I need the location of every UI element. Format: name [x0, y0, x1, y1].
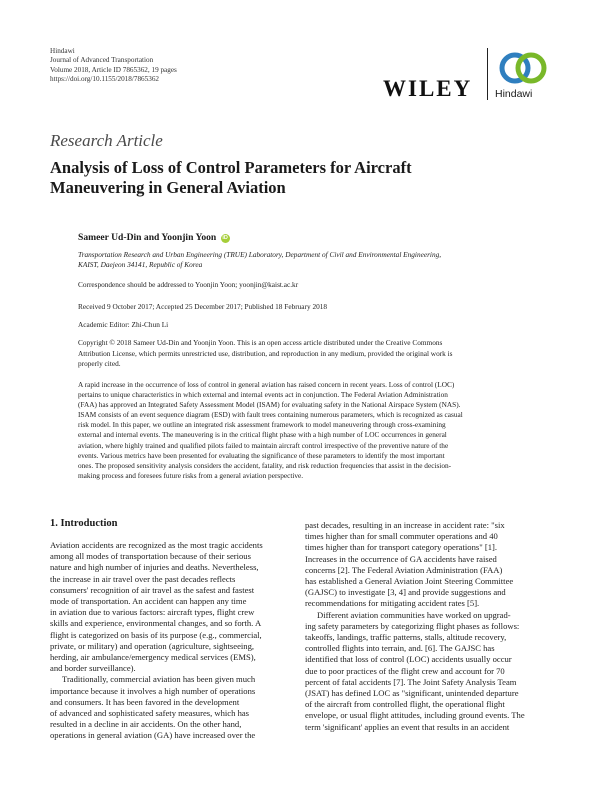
body-text-line: ing safety parameters by categorizing flight phases as follows:	[305, 620, 520, 631]
journal-info	[50, 47, 350, 85]
body-text-line: flight is categorized on basis of its purpose (e.g., commercial,	[50, 629, 262, 640]
affiliation	[78, 250, 558, 269]
right-column	[305, 520, 551, 733]
abstract-line: ones. The proposed sensitivity analysis considers the accident, fatality, and risk reduction frequencies that assist in the decision-	[78, 460, 452, 470]
body-text-line: identified that loss of control (LOC) accidents usually occur	[305, 654, 512, 665]
affiliation-line: KAIST, Daejeon 34141, Republic of Korea	[78, 259, 203, 269]
abstract-line: risk model. In this paper, we outline an integrated risk assessment framework to model maneuvering through cross-examining	[78, 420, 446, 430]
body-text-line: resulted in a decline in air accidents. On the other hand,	[50, 719, 242, 730]
doi-link[interactable]: https://doi.org/10.1155/2018/7865362	[50, 75, 160, 84]
body-text-line: times higher than for transport category operations" [1].	[305, 542, 498, 553]
body-text-line: among all modes of transportation because of their serious	[50, 551, 251, 562]
body-text-line: times higher than for small commuter operations and 40	[305, 531, 498, 542]
body-text-line: concerns [2]. The Federal Aviation Administration (FAA)	[305, 564, 503, 575]
article-title	[50, 158, 550, 198]
publisher-logos	[383, 48, 563, 108]
hindawi-logo-text: Hindawi	[495, 88, 533, 100]
body-text-line: recommendations for mitigating accident rates [5].	[305, 598, 480, 609]
body-text-line: has established a General Aviation Joint Steering Committee	[305, 576, 514, 587]
body-text-line: private, or military) and operation (agriculture, sightseeing,	[50, 640, 255, 651]
body-text-line: operations in general aviation (GA) have increased over the	[50, 730, 256, 741]
body-text-line: nature and high number of injuries and deaths. Nevertheless,	[50, 562, 259, 573]
abstract-line: external and internal events. The maneuvering is in the critical flight phase with a high number of LOC occurrences in general	[78, 430, 447, 440]
body-text-line: in aviation due to various factors: aircraft types, flight crew	[50, 607, 255, 618]
hindawi-logo-icon	[498, 51, 548, 85]
body-text-line: mode of transportation. An accident can happen any time	[50, 596, 247, 607]
abstract-line: events. Various metrics have been presented for evaluating the significance of these parameters to identify the most important	[78, 450, 445, 460]
body-text-line: past decades, resulting in an increase in accident rate: "six	[305, 520, 505, 530]
abstract-line: aviation, where highly trained and qualified pilots failed to maintain aircraft control irrespective of the preventive nature of the	[78, 440, 449, 450]
body-text-line: Aviation accidents are recognized as the most tragic accidents	[50, 540, 263, 550]
body-text-line: controlled flights into terrain, and. [6]. The GAJSC has	[305, 643, 495, 654]
wiley-logo: WILEY	[383, 76, 473, 101]
abstract-line: ISAM consists of an event sequence diagram (ESD) with fault trees containing numerous parameters, which is recognized as casual	[78, 410, 463, 420]
body-text-line: skills and experience, environmental changes, and so forth. A	[50, 618, 262, 629]
affiliation-line: Transportation Research and Urban Engineering (TRUE) Laboratory, Department of Civil and Environmental Engineering,	[78, 250, 442, 259]
publisher-name: Hindawi	[50, 47, 75, 55]
body-text-line: of advanced and sophisticated safety measures, which has	[50, 708, 250, 719]
body-text-line: Increases in the occurrence of GA accidents have raised	[305, 553, 497, 564]
copyright-line: Attribution License, which permits unrestricted use, distribution, and reproduction in any medium, provided the original work is	[78, 348, 453, 358]
body-text-line: Different aviation communities have worked on upgrad-	[317, 609, 511, 620]
author-names: Sameer Ud-Din and Yoonjin Yoon	[78, 232, 217, 243]
correspondence: Correspondence should be addressed to Yoonjin Yoon; yoonjin@kaist.ac.kr	[78, 280, 299, 289]
body-text-line: the increase in air travel over the past decades reflects	[50, 573, 236, 584]
body-text-line: importance because it involves a high number of operations	[50, 685, 256, 696]
volume-line: Volume 2018, Article ID 7865362, 19 pages	[50, 65, 177, 74]
title-line: Analysis of Loss of Control Parameters for Aircraft	[50, 158, 412, 177]
copyright-line: Copyright © 2018 Sameer Ud-Din and Yoonjin Yoon. This is an open access article distributed under the Creative Commons	[78, 338, 443, 347]
body-text-line: term 'significant' applies an event that results in an accident	[305, 721, 510, 732]
abstract-line: (FAA) has approved an Integrated Safety Assessment Model (ISAM) for evaluating safety in the National Airspace System (NAS).	[78, 400, 461, 410]
body-text-line: herding, air ambulance/emergency medical services (EMS),	[50, 652, 256, 663]
abstract-line: A rapid increase in the occurrence of loss of control in general aviation has raised concern in recent years. Loss of control (LOC)	[78, 380, 455, 389]
body-text-line: takeoffs, landings, traffic patterns, stalls, altitude recovery,	[305, 632, 507, 643]
body-text-line: (GAJSC) to investigate [3, 4] and provide suggestions and	[305, 587, 506, 598]
abstract-line: making process and foresees future risks from a general aviation perspective.	[78, 470, 304, 480]
copyright-notice	[78, 338, 551, 370]
article-type: Research Article	[50, 131, 163, 150]
body-text-line: and consumers. It has been favored in the development	[50, 696, 240, 707]
body-text-line: due to poor practices of the flight crew and account for 70	[305, 665, 505, 676]
body-text-line: and border surveillance).	[50, 663, 136, 674]
journal-name: Journal of Advanced Transportation	[50, 56, 154, 65]
body-text-line: of the aircraft from controlled flight, the operational flight	[305, 699, 505, 710]
body-text-line: percent of fatal accidents [7]. The Joint Safety Analysis Team	[305, 676, 517, 687]
body-text-line: consumers' recognition of air travel as the safest and fastest	[50, 584, 255, 595]
body-text-line: Traditionally, commercial aviation has been given much	[62, 674, 256, 685]
abstract	[78, 380, 551, 481]
copyright-line: properly cited.	[78, 359, 121, 368]
body-text-line: envelope, or usual flight attitudes, including ground events. The	[305, 710, 525, 721]
title-line: Maneuvering in General Aviation	[50, 178, 286, 197]
section-heading-introduction: 1. Introduction	[50, 518, 118, 529]
abstract-line: pertains to unique characteristics in which external and internal events act in conjunction. The Federal Aviation Administration	[78, 390, 448, 400]
logo-divider	[487, 48, 488, 100]
academic-editor: Academic Editor: Zhi-Chun Li	[78, 320, 169, 329]
left-column	[50, 540, 296, 742]
authors	[78, 232, 230, 243]
orcid-icon[interactable]: iD	[222, 235, 228, 241]
body-text-line: (JSAT) has defined LOC as "significant, unintended departure	[305, 688, 519, 699]
article-dates: Received 9 October 2017; Accepted 25 December 2017; Published 18 February 2018	[78, 302, 328, 311]
